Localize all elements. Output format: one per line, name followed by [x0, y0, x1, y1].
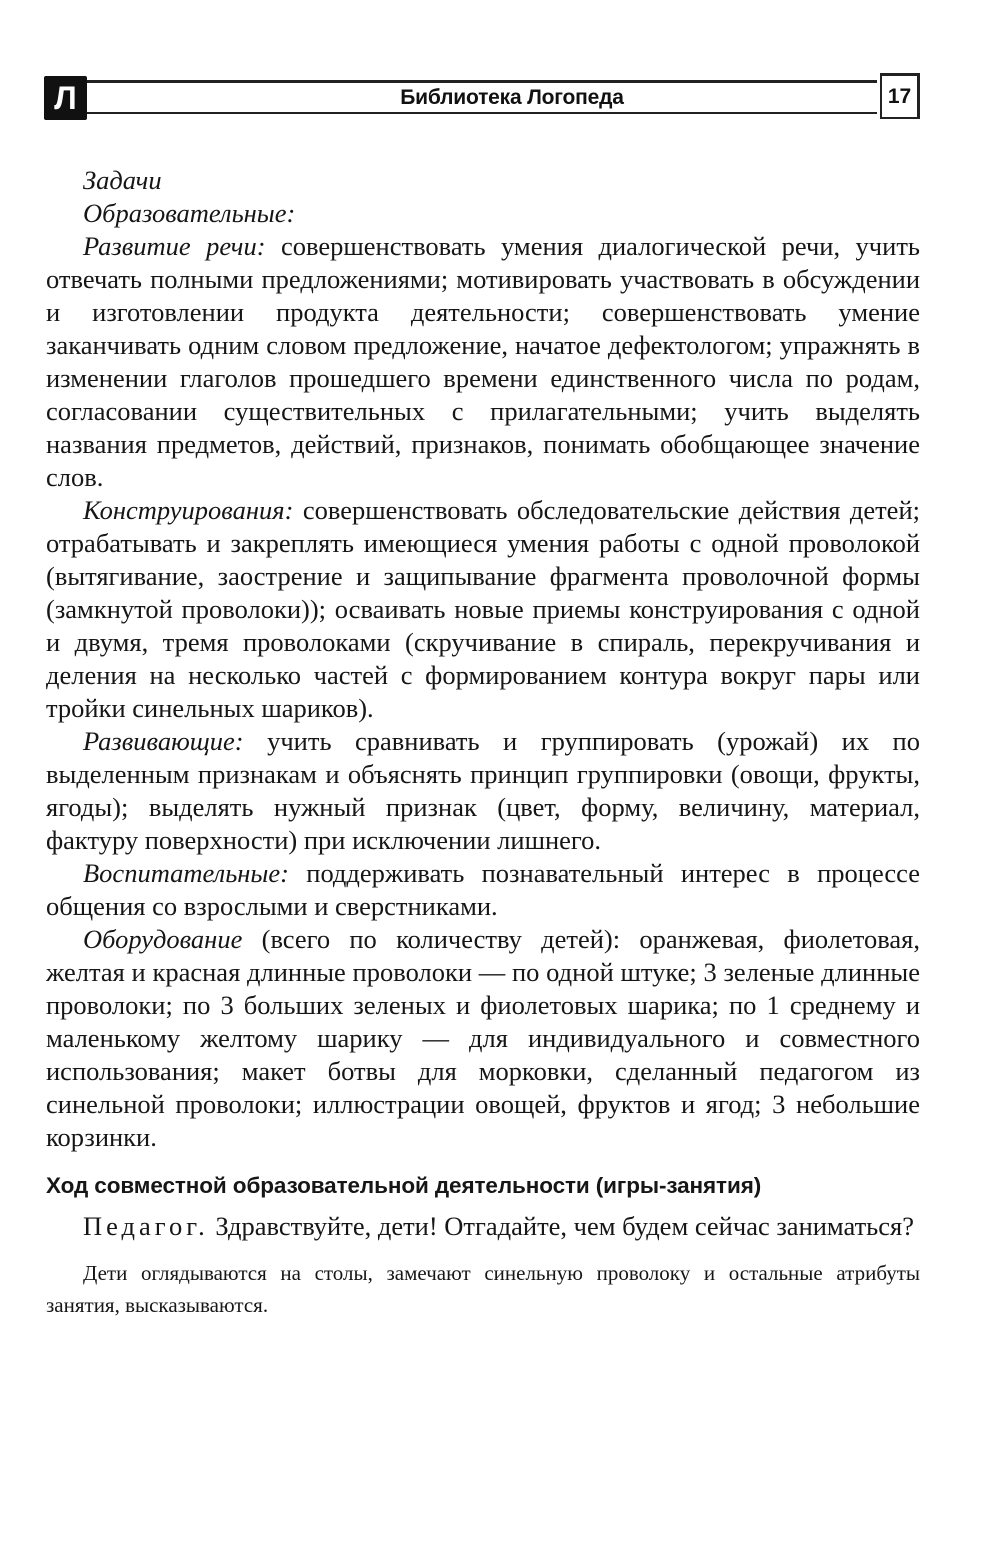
tasks-title: Задачи [83, 165, 162, 195]
speech-development-lead: Развитие речи: [83, 231, 266, 261]
speech-development-text: совершенствовать умения диалогической речи, учить отвечать полными предложениями; мотивировать участвовать в обсуждении и изготовлении продукта деятельности; совершенствовать умение заканчивать одним словом предложение, начатое дефектологом; упражнять в изменении глаголов прошедшего времени единственного числа по родам, согласовании существительных с прилагательными; учить выделять названия предметов, действий, признаков, понимать обобщающее значение слов. [46, 231, 920, 492]
page-number-box [880, 73, 920, 119]
page-number: 17 [887, 85, 912, 108]
series-logo-letter: Л [54, 80, 77, 116]
developing-text: учить сравнивать и группировать (урожай) их по выделенным признакам и объяснять принцип группировки (овощи, фрукты, ягоды); выделять нужный признак (цвет, форму, величину, материал, фактуру поверхности) при исключении лишнего. [46, 726, 920, 855]
upbringing-lead: Воспитательные: [83, 858, 289, 888]
educational-title: Образовательные: [83, 198, 296, 228]
teacher-speaker: Педагог. [83, 1211, 209, 1241]
procedure-heading: Ход совместной образовательной деятельности (игры-занятия) [46, 1173, 762, 1198]
equipment-text: (всего по количеству детей): оранжевая, фиолетовая, желтая и красная длинные проволоки — по одной штуке; 3 зеленые длинные проволоки; по 3 больших зеленых и фиолетовых шарика; по 1 среднему и маленькому желтому шарику — для индивидуального и совместного использования; макет ботвы для морковки, сделанный педагогом из синельной проволоки; иллюстрации овощей, фруктов и ягод; 3 небольшие корзинки. [46, 924, 920, 1152]
construction-text: совершенствовать обследовательские действия детей; отрабатывать и закреплять имеющиеся умения работы с одной проволокой (вытягивание, заострение и защипывание фрагмента проволочной формы (замкнутой проволоки)); осваивать новые приемы конструирования с одной и двумя, тремя проволоками (скручивание в спираль, перекручивания и деления на несколько частей с формированием контура вокруг пары или тройки синельных шариков). [46, 495, 920, 723]
teacher-speech: Здравствуйте, дети! Отгадайте, чем будем сейчас заниматься? [208, 1211, 914, 1241]
speech-development-paragraph [46, 230, 920, 494]
series-logo [44, 76, 87, 120]
page-content [46, 164, 920, 1321]
equipment-lead: Оборудование [83, 924, 243, 954]
developing-paragraph [46, 725, 920, 857]
upbringing-text: поддерживать познавательный интерес в процессе общения со взрослыми и сверстниками. [46, 858, 920, 921]
teacher-line [46, 1210, 920, 1243]
equipment-paragraph [46, 923, 920, 1154]
developing-lead: Развивающие: [83, 726, 244, 756]
running-header [44, 73, 920, 123]
stage-remark: Дети оглядываются на столы, замечают синельную проволоку и остальные атрибуты занятия, высказываются. [46, 1261, 920, 1317]
header-rule-bottom [87, 112, 877, 114]
construction-lead: Конструирования: [83, 495, 294, 525]
construction-paragraph [46, 494, 920, 725]
series-title: Библиотека Логопеда [400, 86, 624, 109]
upbringing-paragraph [46, 857, 920, 923]
